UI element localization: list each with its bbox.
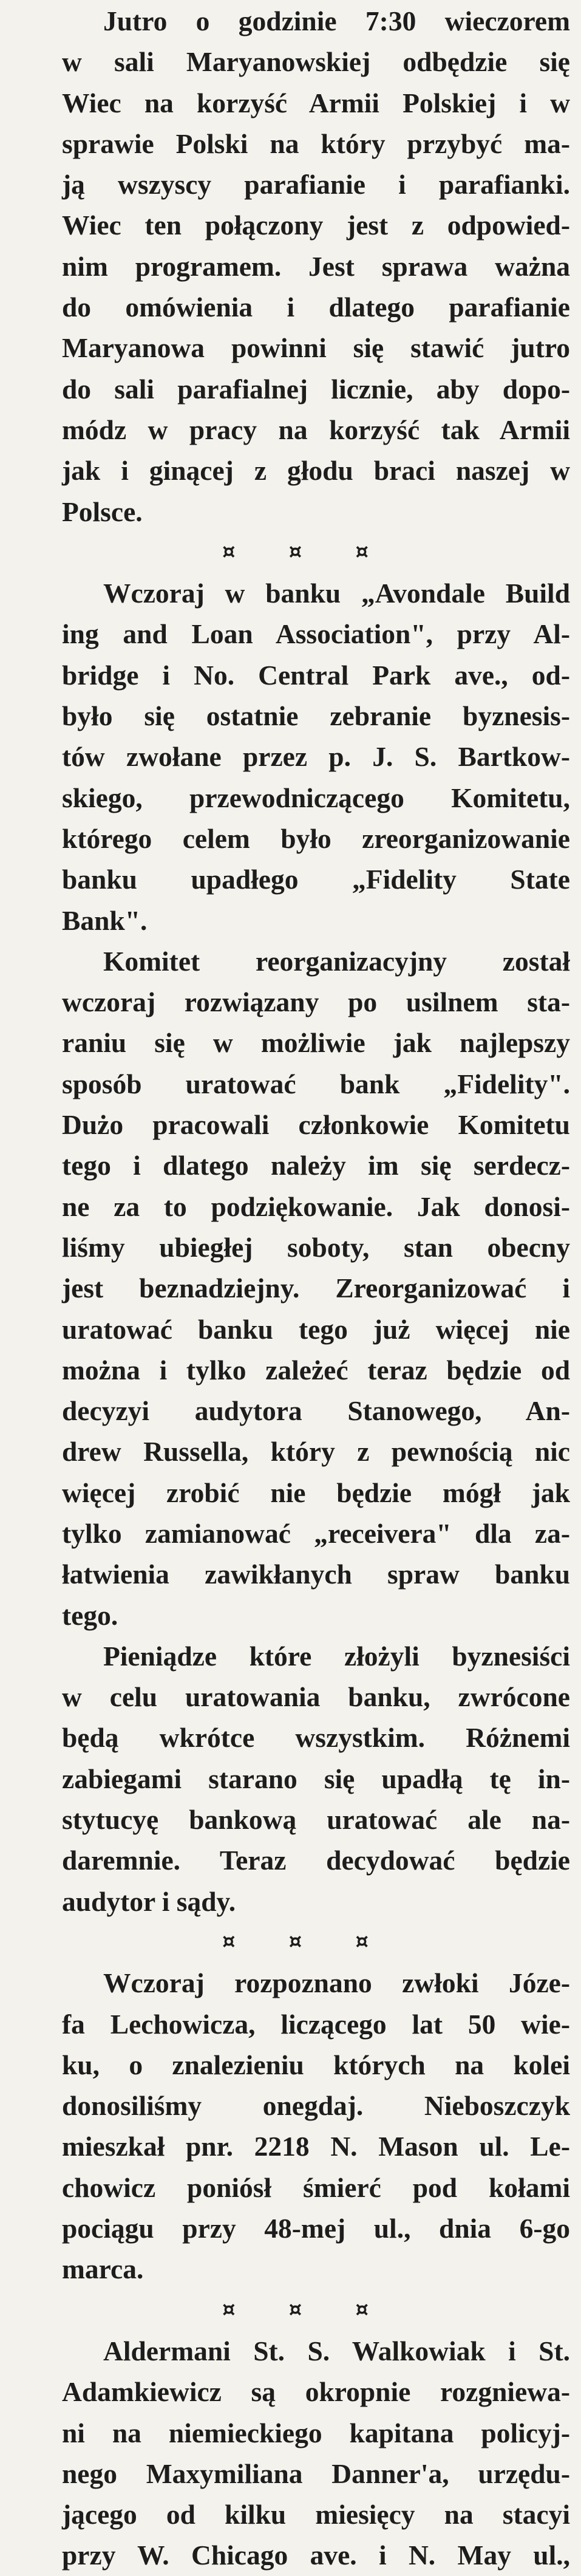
text-line: ją wszyscy parafianie i parafianki. <box>62 169 570 200</box>
section-separator <box>21 532 570 573</box>
text-line: mieszkał pnr. 2218 N. Mason ul. Le- <box>62 2131 570 2162</box>
text-line: drew Russella, który z pewnością nic <box>62 1436 570 1467</box>
ornament-icon: ¤ <box>288 1929 302 1953</box>
paragraph-rally <box>21 1 570 532</box>
paragraph-money <box>21 1636 570 1922</box>
text-line: banku upadłego „Fidelity State <box>62 864 570 895</box>
text-line: sprawie Polski na który przybyć ma- <box>62 128 570 159</box>
text-line: tego. <box>62 1599 118 1631</box>
text-line: było się ostatnie zebranie byznesis- <box>62 700 570 732</box>
paragraph-aldermen <box>21 2331 570 2576</box>
text-line: łatwienia zawikłanych spraw banku <box>62 1559 570 1590</box>
text-line: ne za to podziękowanie. Jak donosi- <box>62 1191 570 1222</box>
text-line: do omówienia i dlatego parafianie <box>62 292 570 323</box>
paragraph-lechowicz <box>21 1963 570 2289</box>
text-line: Komitet reorganizacyjny został <box>103 945 570 977</box>
text-line: chowicz poniósł śmierć pod kołami <box>62 2171 570 2203</box>
text-line: tów zwołane przez p. J. S. Bartkow- <box>62 741 570 773</box>
text-line: donosiliśmy onegdaj. Nieboszczyk <box>62 2090 570 2122</box>
paragraph-committee <box>21 941 570 1636</box>
text-line: Wczoraj rozpoznano zwłoki Józe- <box>103 1967 570 1999</box>
ornament-icon: ¤ <box>355 539 369 564</box>
text-line: nim programem. Jest sprawa ważna <box>62 250 570 282</box>
ornament-icon: ¤ <box>288 2297 302 2321</box>
text-line: módz w pracy na korzyść tak Armii <box>62 414 570 445</box>
text-line: marca. <box>62 2253 144 2285</box>
text-line: jak i ginącej z głodu braci naszej w <box>62 455 570 487</box>
text-line: Polsce. <box>62 496 143 527</box>
text-line: bridge i No. Central Park ave., od- <box>62 659 570 691</box>
text-line: liśmy ubiegłej soboty, stan obecny <box>62 1231 570 1263</box>
text-line: pociągu przy 48-mej ul., dnia 6-go <box>62 2213 570 2244</box>
text-line: Wczoraj w banku „Avondale Build <box>103 578 570 609</box>
text-line: fa Lechowicza, liczącego lat 50 wie- <box>62 2008 570 2040</box>
text-line: stytucyę bankową uratować ale na- <box>62 1804 570 1836</box>
text-line: którego celem było zreorganizowanie <box>62 822 570 854</box>
section-separator <box>21 2290 570 2331</box>
text-line: w sali Maryanowskiej odbędzie się <box>62 46 570 78</box>
text-line: jącego od kilku miesięcy na stacyi <box>62 2499 570 2530</box>
text-line: audytor i sądy. <box>62 1885 236 1917</box>
text-line: wczoraj rozwiązany po usilnem sta- <box>62 986 570 1018</box>
text-line: Jutro o godzinie 7:30 wieczorem <box>103 5 570 36</box>
text-line: uratować banku tego już więcej nie <box>62 1313 570 1345</box>
text-line: będą wkrótce wszystkim. Różnemi <box>62 1722 570 1754</box>
article-column <box>21 0 570 2576</box>
text-line: ing and Loan Association", przy Al- <box>62 618 570 650</box>
text-line: decyzyi audytora Stanowego, An- <box>62 1395 570 1427</box>
text-line: Aldermani St. S. Walkowiak i St. <box>103 2335 570 2366</box>
text-line: Maryanowa powinni się stawić jutro <box>62 332 570 364</box>
ornament-icon: ¤ <box>222 539 236 564</box>
text-line: Wiec na korzyść Armii Polskiej i w <box>62 87 570 118</box>
text-line: więcej zrobić nie będzie mógł jak <box>62 1477 570 1508</box>
paragraph-bank-meeting <box>21 573 570 941</box>
text-line: Dużo pracowali członkowie Komitetu <box>62 1109 570 1141</box>
ornament-icon: ¤ <box>355 1929 369 1953</box>
text-line: raniu się w możliwie jak najlepszy <box>62 1027 570 1059</box>
ornament-icon: ¤ <box>222 2297 236 2321</box>
text-line: skiego, przewodniczącego Komitetu, <box>62 782 570 813</box>
text-line: ku, o znalezieniu których na kolei <box>62 2049 570 2080</box>
text-line: ni na niemieckiego kapitana policyj- <box>62 2417 570 2448</box>
text-line: Wiec ten połączony jest z odpowied- <box>62 210 570 241</box>
ornament-icon: ¤ <box>288 539 302 564</box>
text-line: jest beznadziejny. Zreorganizować i <box>62 1273 570 1304</box>
text-line: przy W. Chicago ave. i N. May ul., <box>62 2540 570 2571</box>
text-line: do sali parafialnej licznie, aby dopo- <box>62 373 570 405</box>
text-line: zabiegami starano się upadłą tę in- <box>62 1763 570 1794</box>
text-line: tego i dlatego należy im się serdecz- <box>62 1150 570 1181</box>
text-line: Bank". <box>62 904 148 936</box>
text-line: Pieniądze które złożyli byznesiści <box>103 1640 570 1672</box>
text-line: daremnie. Teraz decydować będzie <box>62 1845 570 1876</box>
section-separator <box>21 1922 570 1963</box>
ornament-icon: ¤ <box>222 1929 236 1953</box>
text-line: nego Maxymiliana Danner'a, urzędu- <box>62 2458 570 2489</box>
text-line: tylko zamianować „receivera" dla za- <box>62 1517 570 1549</box>
text-line: Adamkiewicz są okropnie rozgniewa- <box>62 2376 570 2408</box>
ornament-icon: ¤ <box>355 2297 369 2321</box>
text-line: można i tylko zależeć teraz będzie od <box>62 1354 570 1385</box>
text-line: sposób uratować bank „Fidelity". <box>62 1068 570 1099</box>
text-line: w celu uratowania banku, zwrócone <box>62 1681 570 1713</box>
